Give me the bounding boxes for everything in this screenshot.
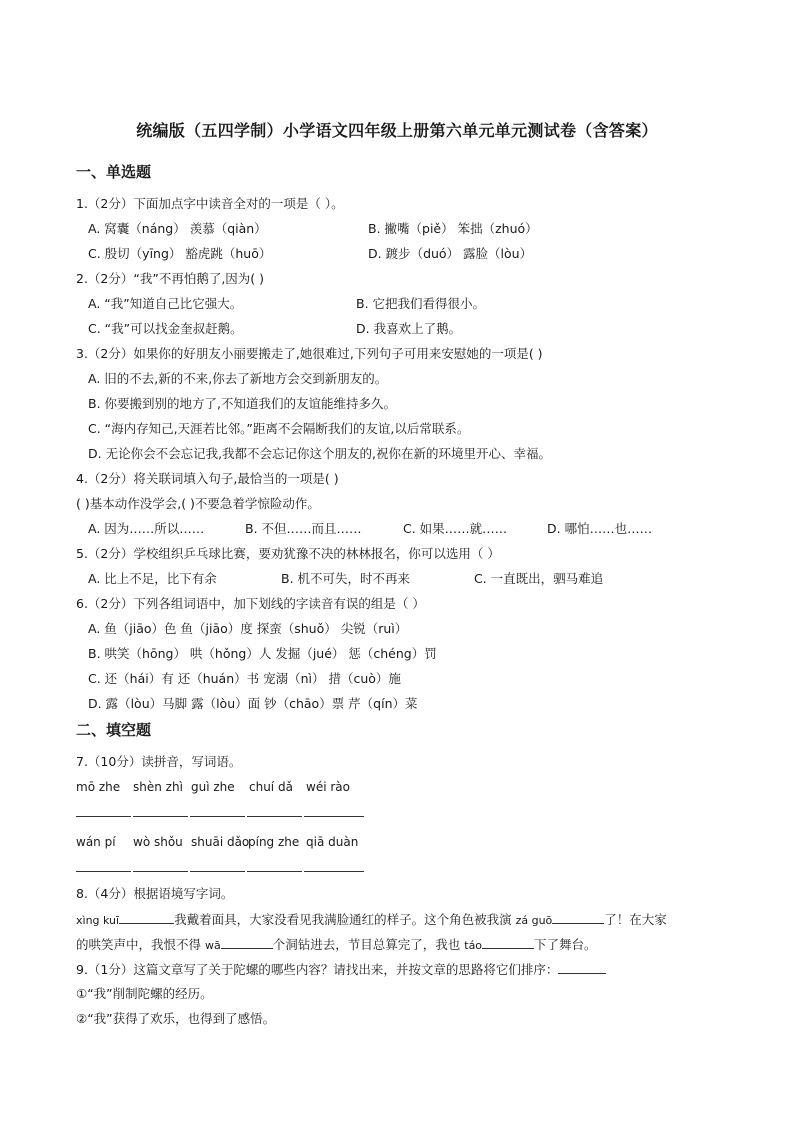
answer-blank[interactable] (304, 816, 364, 817)
question-4-sentence: ( )基本动作没学会,( )不要急着学惊险动作。 (76, 496, 320, 511)
question-2-option-c: C. “我”可以找金奎叔赶鹅。 (88, 321, 243, 336)
question-6-option-c: C. 还（hái）有 还（huán）书 宠溺（nì） 措（cuò）施 (88, 671, 401, 686)
answer-blank[interactable] (119, 911, 174, 924)
question-4-option-c: C. 如果……就…… (403, 521, 508, 536)
pinyin-hint: táo (464, 939, 483, 952)
question-1-option-a: A. 窝囊（náng） 羡慕（qiàn） (88, 221, 267, 236)
answer-blank[interactable] (304, 871, 364, 872)
section-heading-fill-in: 二、填空题 (76, 721, 152, 739)
question-3-option-a: A. 旧的不去,新的不来,你去了新地方会交到新朋友的。 (88, 371, 388, 386)
question-2-option-a: A. “我”知道自己比它强大。 (88, 296, 243, 311)
answer-blank[interactable] (552, 911, 604, 924)
pinyin-word: shèn zhì (133, 780, 183, 794)
question-1-option-c: C. 殷切（yīng） 豁虎跳（huō） (88, 246, 272, 261)
question-9-item-2: ②“我”获得了欢乐，也得到了感悟。 (76, 1011, 276, 1026)
answer-blank[interactable] (221, 936, 273, 949)
pinyin-word: wò shǒu (133, 835, 183, 849)
question-5-stem: 5.（2分）学校组织乒乓球比赛，要劝犹豫不决的林林报名，你可以选用（ ） (76, 546, 500, 561)
question-7-stem: 7.（10分）读拼音，写词语。 (76, 754, 242, 769)
paragraph-text: 了！在大家 (604, 912, 667, 927)
pinyin-hint: xìng kuī (76, 914, 120, 927)
question-3-option-b: B. 你要搬到别的地方了,不知道我们的友谊能维持多久。 (88, 396, 396, 411)
answer-blank[interactable] (558, 961, 606, 974)
answer-blank[interactable] (190, 816, 245, 817)
question-9-item-1: ①“我”削制陀螺的经历。 (76, 986, 213, 1001)
question-3-stem: 3.（2分）如果你的好朋友小丽要搬走了,她很难过,下列句子可用来安慰她的一项是( ) (76, 346, 543, 361)
question-4-stem: 4.（2分）将关联词填入句子,最恰当的一项是( ) (76, 471, 339, 486)
answer-blank[interactable] (482, 936, 534, 949)
question-2-option-b: B. 它把我们看得很小。 (356, 296, 486, 311)
question-5-option-a: A. 比上不足，比下有余 (88, 571, 217, 586)
question-2-stem: 2.（2分）“我”不再怕鹅了,因为( ) (76, 271, 265, 286)
question-8-paragraph-line-2 (76, 936, 597, 954)
pinyin-hint: zá guō (515, 914, 553, 927)
question-2-option-d: D. 我喜欢上了鹅。 (356, 321, 462, 336)
pinyin-word: chuí dǎ (249, 780, 293, 794)
pinyin-word: píng zhe (248, 835, 300, 849)
answer-blank[interactable] (247, 871, 302, 872)
question-9-stem-row (76, 961, 606, 978)
question-1-stem: 1.（2分）下面加点字中读音全对的一项是（ ）。 (76, 196, 344, 211)
question-1-option-d: D. 踱步（duó） 露脸（lòu） (368, 246, 533, 261)
answer-blank[interactable] (76, 871, 131, 872)
pinyin-word: wán pí (76, 835, 116, 849)
question-4-option-b: B. 不但……而且…… (245, 521, 362, 536)
question-8-paragraph-line-1 (76, 911, 667, 929)
question-6-option-d: D. 露（lòu）马脚 露（lòu）面 钞（chāo）票 芹（qín）菜 (88, 696, 418, 711)
page-title: 统编版（五四学制）小学语文四年级上册第六单元单元测试卷（含答案） (136, 121, 658, 140)
answer-blank[interactable] (190, 871, 245, 872)
question-6-option-a: A. 鱼（jiāo）色 鱼（jiāo）度 探蛮（shuǒ） 尖锐（ruì） (88, 621, 408, 636)
answer-blank[interactable] (133, 871, 188, 872)
question-3-option-d: D. 无论你会不会忘记我,我都不会忘记你这个朋友的,祝你在新的环境里开心、幸福。 (88, 446, 552, 461)
paragraph-text: 个洞钻进去，节目总算完了，我也 (272, 937, 461, 952)
answer-blank[interactable] (133, 816, 188, 817)
section-heading-single-choice: 一、单选题 (76, 163, 152, 181)
pinyin-word: mō zhe (76, 780, 121, 794)
answer-blank[interactable] (247, 816, 302, 817)
paragraph-text: 下了舞台。 (534, 937, 597, 952)
pinyin-word: shuāi dǎo (191, 835, 250, 849)
question-9-stem: 9.（1分）这篇文章写了关于陀螺的哪些内容？请找出来，并按文章的思路将它们排序： (76, 962, 559, 977)
pinyin-word: qiā duàn (306, 835, 359, 849)
pinyin-word: wéi rào (306, 780, 350, 794)
answer-blank[interactable] (76, 816, 131, 817)
pinyin-word: guì zhe (191, 780, 235, 794)
question-5-option-c: C. 一直既出，驷马难追 (474, 571, 604, 586)
pinyin-hint: wā (205, 939, 221, 952)
question-1-option-b: B. 撇嘴（piě） 笨拙（zhuó） (368, 221, 538, 236)
paragraph-text: 我戴着面具，大家没看见我满脸通红的样子。这个角色被我演 (174, 912, 512, 927)
question-3-option-c: C. “海内存知己,天涯若比邻。”距离不会隔断我们的友谊,以后常联系。 (88, 421, 470, 436)
question-5-option-b: B. 机不可失，时不再来 (281, 571, 411, 586)
question-4-option-d: D. 哪怕……也…… (547, 521, 653, 536)
question-8-stem: 8.（4分）根据语境写字词。 (76, 886, 234, 901)
question-6-option-b: B. 哄笑（hōng） 哄（hǒng）人 发掘（jué） 惩（chéng）罚 (88, 646, 437, 661)
paragraph-text: 的哄笑声中，我恨不得 (76, 937, 202, 952)
question-6-stem: 6.（2分）下列各组词语中，加下划线的字读音有误的组是（ ） (76, 596, 425, 611)
question-4-option-a: A. 因为……所以…… (88, 521, 205, 536)
